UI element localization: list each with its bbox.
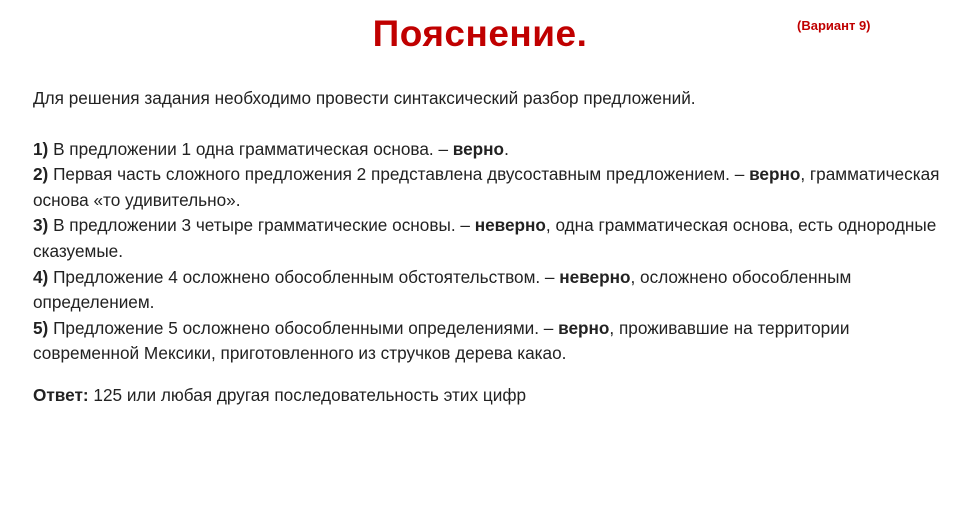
explanation-body — [33, 86, 943, 409]
item-text: Предложение 5 осложнено обособленными определениями. – — [48, 317, 559, 338]
answer-label: Ответ: — [33, 384, 89, 405]
item-4 — [33, 265, 943, 316]
item-verdict: верно — [452, 138, 505, 159]
item-text: Первая часть сложного предложения 2 представлена двусоставным предложением. – — [48, 164, 750, 185]
item-text: Предложение 4 осложнено обособленным обстоятельством. – — [48, 266, 560, 287]
item-rest: , осложнено обособленным определением. — [33, 266, 852, 313]
item-3 — [33, 213, 943, 264]
page-title: Пояснение. — [372, 13, 588, 54]
item-5 — [33, 316, 943, 367]
item-verdict: верно — [749, 164, 801, 185]
item-text: В предложении 1 одна грамматическая основа. – — [48, 138, 453, 159]
item-verdict: неверно — [474, 215, 546, 236]
item-rest: , грамматическая основа «то удивительно». — [33, 164, 940, 210]
item-verdict: верно — [558, 317, 610, 338]
item-text: В предложении 3 четыре грамматические основы. – — [48, 215, 475, 236]
intro-text: Для решения задания необходимо провести синтаксический разбор предложений. — [33, 88, 696, 108]
item-verdict: неверно — [559, 266, 631, 287]
variant-label: (Вариант 9) — [797, 18, 871, 33]
item-number: 1) — [33, 138, 49, 159]
item-number: 3) — [33, 215, 49, 236]
answer-text: 125 или любая другая последовательность этих цифр — [88, 384, 527, 405]
item-1 — [33, 137, 943, 163]
item-number: 2) — [33, 164, 49, 185]
item-number: 5) — [33, 317, 49, 338]
item-rest: , одна грамматическая основа, есть однородные сказуемые. — [33, 215, 937, 261]
item-2 — [33, 162, 943, 213]
answer — [33, 383, 943, 409]
item-rest: , проживавшие на территории современной Мексики, приготовленного из стручков дерева какао. — [33, 317, 850, 364]
item-rest: . — [504, 138, 509, 159]
item-number: 4) — [33, 266, 49, 287]
